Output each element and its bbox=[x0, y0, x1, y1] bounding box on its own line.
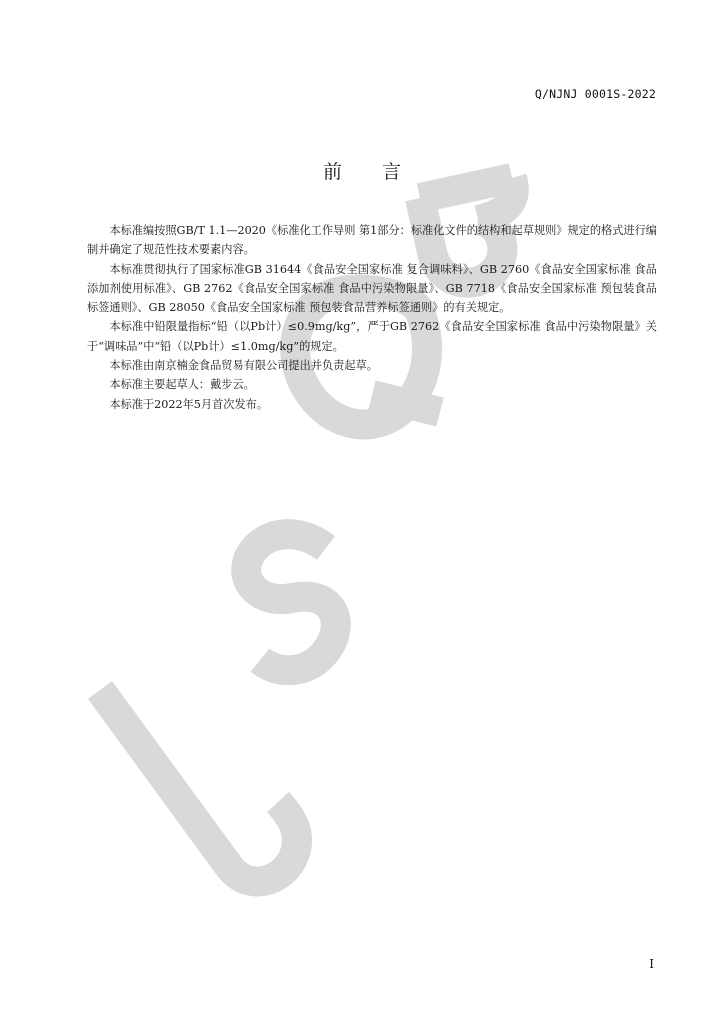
paragraph-lead-limit: 本标准中铅限量指标“铅（以Pb计）≤0.9mg/kg”，严于GB 2762《食品安全国家标准 食品中污染物限量》关于“调味品”中“铅（以Pb计）≤1.0mg/kg”的规定。 bbox=[87, 320, 657, 353]
foreword-body bbox=[87, 221, 657, 414]
document-code: Q/NJNJ 0001S-2022 bbox=[534, 87, 656, 101]
paragraph-drafting-rules: 本标准编按照GB/T 1.1—2020《标准化工作导则 第1部分：标准化文件的结构和起草规则》规定的格式进行编制并确定了规范性技术要素内容。 bbox=[87, 224, 657, 257]
page-number: I bbox=[649, 957, 654, 971]
paragraph-release: 本标准于2022年5月首次发布。 bbox=[109, 397, 269, 411]
paragraph-drafter: 本标准主要起草人：戴步云。 bbox=[109, 378, 255, 392]
paragraph-referenced-standards: 本标准贯彻执行了国家标准GB 31644《食品安全国家标准 复合调味料》、GB 2760《食品安全国家标准 食品添加剂使用标准》、GB 2762《食品安全国家标准 食品中污染物限量》、GB 7718《食品安全国家标准 预包装食品标签通则》、GB 28050《食品安全国家标准 预包装食品营养标签通则》的有关规定。 bbox=[87, 262, 657, 315]
watermark-letter-s bbox=[246, 534, 335, 670]
page-title: 前言 bbox=[322, 161, 441, 183]
paragraph-proposer: 本标准由南京楠金食品贸易有限公司提出并负责起草。 bbox=[109, 359, 378, 373]
watermark-letter-j bbox=[100, 690, 297, 881]
